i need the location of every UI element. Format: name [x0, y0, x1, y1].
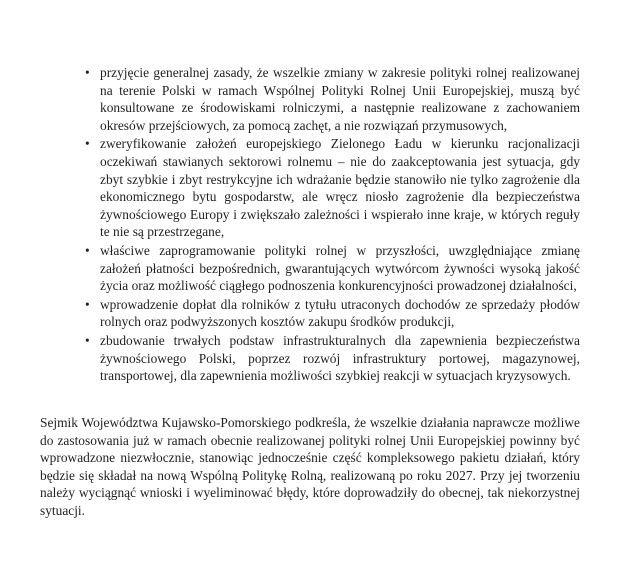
list-item — [100, 135, 580, 241]
list-item — [100, 332, 580, 385]
list-item — [100, 296, 580, 331]
bullet-text: zweryfikowanie założeń europejskiego Zielonego Ładu w kierunku racjonalizacji oczekiwań stawianych sektorowi rolnemu – nie do zaakceptowania jest sytuacja, gdy zbyt szybkie i zbyt restrykcyjne ich wdrażanie będzie stanowiło nie tylko zagrożenie dla ekonomicznego bytu gospodarstw, ale wręcz niosło zagrożenie dla bezpieczeństwa żywnościowego Europy i zwiększało zależności i wspierało inne kraje, w których reguły te nie są przestrzegane, — [100, 136, 580, 240]
bullet-text: zbudowanie trwałych podstaw infrastrukturalnych dla zapewnienia bezpieczeństwa żywnościowego Polski, poprzez rozwój infrastruktury portowej, magazynowej, transportowej, dla zapewnienia możliwości szybkiej reakcji w sytuacjach kryzysowych. — [100, 332, 580, 384]
list-item — [100, 64, 580, 134]
bullet-list — [100, 64, 580, 386]
list-item — [100, 242, 580, 295]
closing-paragraph: Sejmik Województwa Kujawsko-Pomorskiego podkreśla, że wszelkie działania naprawcze możliwe do zastosowania już w ramach obecnie realizowanej polityki rolnej Unii Europejskiej powinny być wprowadzone niezwłocznie, stanowiąc jednocześnie część kompleksowego pakietu działań, który będzie się składał na nową Wspólną Politykę Rolną, realizowaną po roku 2027. Przy jej tworzeniu należy wyciągnąć wnioski i wyeliminować błędy, które doprowadziły do obecnej, tak niekorzystnej sytuacji. — [40, 415, 580, 518]
bullet-text: właściwe zaprogramowanie polityki rolnej w przyszłości, uwzględniające zmianę założeń płatności bezpośrednich, gwarantujących wytwórcom żywności wysoką jakość życia oraz możliwość ciągłego podnoszenia konkurencyjności prowadzonej działalności, — [100, 242, 580, 294]
bullet-text: przyjęcie generalnej zasady, że wszelkie zmiany w zakresie polityki rolnej realizowanej na terenie Polski w ramach Wspólnej Polityki Rolnej Unii Europejskiej, muszą być konsultowane ze środowiskami rolniczymi, a następnie realizowane z zachowaniem okresów przejściowych, za pomocą zachęt, a nie rozwiązań przymusowych, — [100, 65, 580, 133]
bullet-text: wprowadzenie dopłat dla rolników z tytułu utraconych dochodów ze sprzedaży płodów rolnych oraz podwyższonych kosztów zakupu środków produkcji, — [100, 296, 580, 330]
